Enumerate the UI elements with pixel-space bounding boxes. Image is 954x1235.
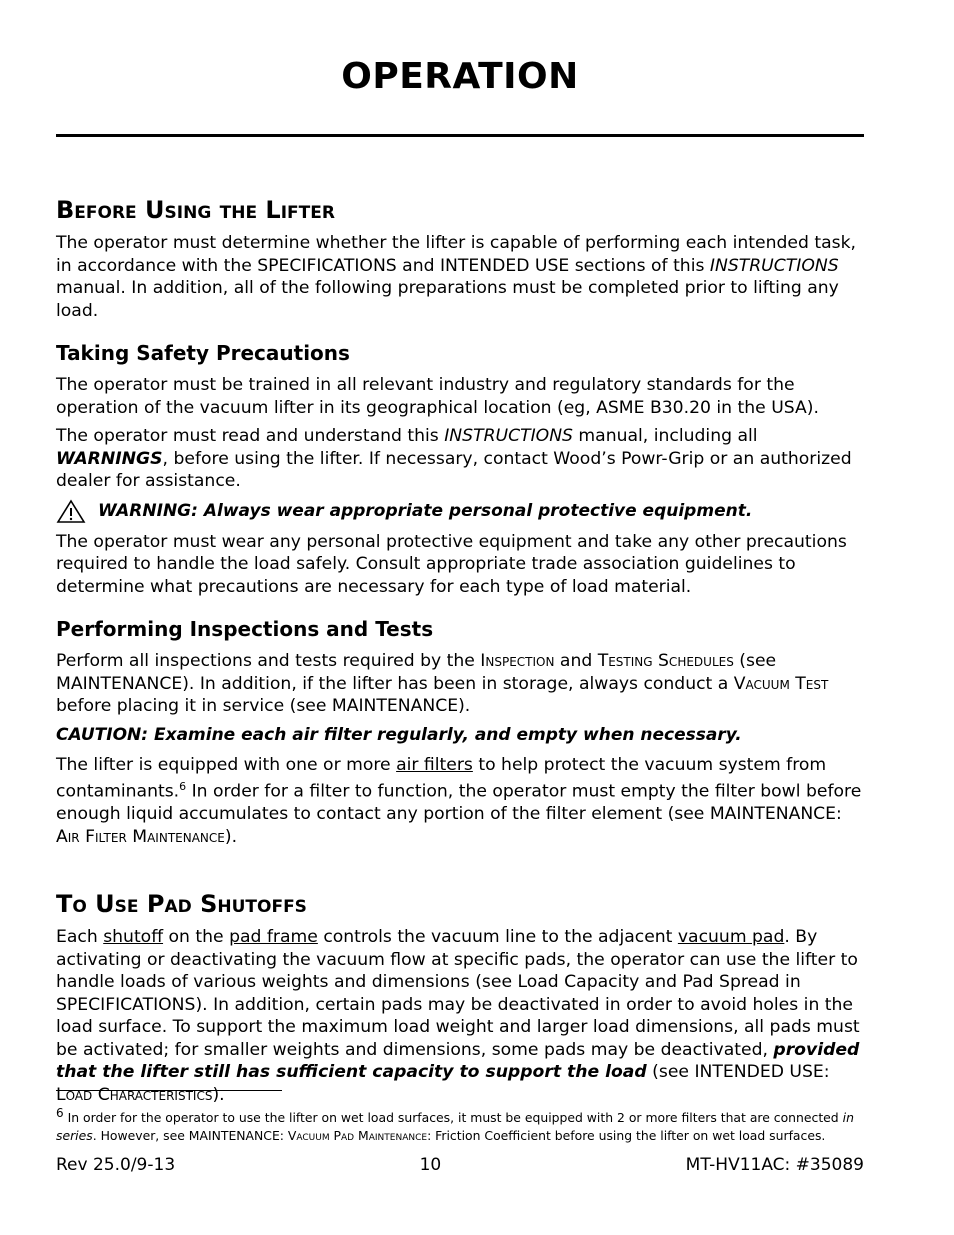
air-filter-paragraph: The lifter is equipped with one or more air filters to help protect the vacuum system from contaminants.$^6$ In order for a filter to function, the operator must empty the filter bowl before enough liquid accumulates to contact any portion of the filter element (see MAINTENANCE: Air Filter Maintenance). <box>56 754 862 847</box>
section-heading-pad-shutoffs: To Use Pad Shutoffs <box>56 890 307 919</box>
inspections-paragraph: Perform all inspections and tests required by the Inspection and Testing Schedules (see MAINTENANCE). In addition, if the lifter has been in storage, always conduct a Vacuum Test before placing it in service (see MAINTENANCE). <box>56 651 829 716</box>
subheading-safety-precautions: Taking Safety Precautions <box>56 341 350 365</box>
title-divider <box>56 134 864 137</box>
footnote-divider <box>56 1090 282 1091</box>
document-id: MT-HV11AC: #35089 <box>685 1155 864 1175</box>
safety-paragraph-3: The operator must wear any personal protective equipment and take any other precautions required to handle the load safely. Consult appropriate trade association guidelines to determine what precautions are necessary for each type of load material. <box>56 531 847 597</box>
safety-paragraph-1: The operator must be trained in all relevant industry and regulatory standards for the operation of the vacuum lifter in its geographical location (eg, ASME B30.20 in the USA). <box>56 375 819 418</box>
warning-text: WARNING: Always wear appropriate personal protective equipment. <box>98 501 753 521</box>
subheading-inspections-tests: Performing Inspections and Tests <box>56 617 434 641</box>
section-heading-before-using: Before Using the Lifter <box>56 196 335 224</box>
safety-paragraph-2: The operator must read and understand this INSTRUCTIONS manual, including all WARNINGS, before using the lifter. If necessary, contact Wood’s Powr-Grip or an authorized dealer for assistance. <box>56 426 852 491</box>
warning-triangle-icon <box>56 499 86 524</box>
intro-paragraph: The operator must determine whether the lifter is capable of performing each intended task, in accordance with the SPECIFICATIONS and INTENDED USE sections of this INSTRUCTIONS manual. In addition, all of the following preparations must be completed prior to lifting any load. <box>56 233 857 321</box>
page-number: 10 <box>419 1155 442 1175</box>
pad-shutoffs-paragraph: Each shutoff on the pad frame controls the vacuum line to the adjacent vacuum pad. By activating or deactivating the vacuum flow at specific pads, the operator can use the lifter to handle loads of various weights and dimensions (see Load Capacity and Pad Spread in SPECIFICATIONS). In addition, certain pads may be deactivated in order to avoid holes in the load surface. To support the maximum load weight and larger load dimensions, all pads must be activated; for smaller weights and dimensions, some pads may be deactivated, provided that the lifter still has sufficient capacity to support the load (see INTENDED USE: Load Characteristics). <box>56 927 860 1105</box>
footnote-ref: 6 <box>179 780 187 793</box>
warning-notice <box>56 499 864 524</box>
page-title: OPERATION <box>341 56 579 97</box>
footnote: $^6$ In order for the operator to use the lifter on wet load surfaces, it must be equipped with 2 or more filters that are connected in series. However, see MAINTENANCE: Vacuum Pad Maintenance: Friction Coefficient before using the lifter on wet load surfaces. <box>56 1106 854 1144</box>
page-content <box>56 194 864 1112</box>
revision-label: Rev 25.0/9-13 <box>56 1155 176 1175</box>
page-footer <box>56 1155 864 1175</box>
caution-notice: CAUTION: Examine each air filter regularly, and empty when necessary. <box>56 724 742 745</box>
